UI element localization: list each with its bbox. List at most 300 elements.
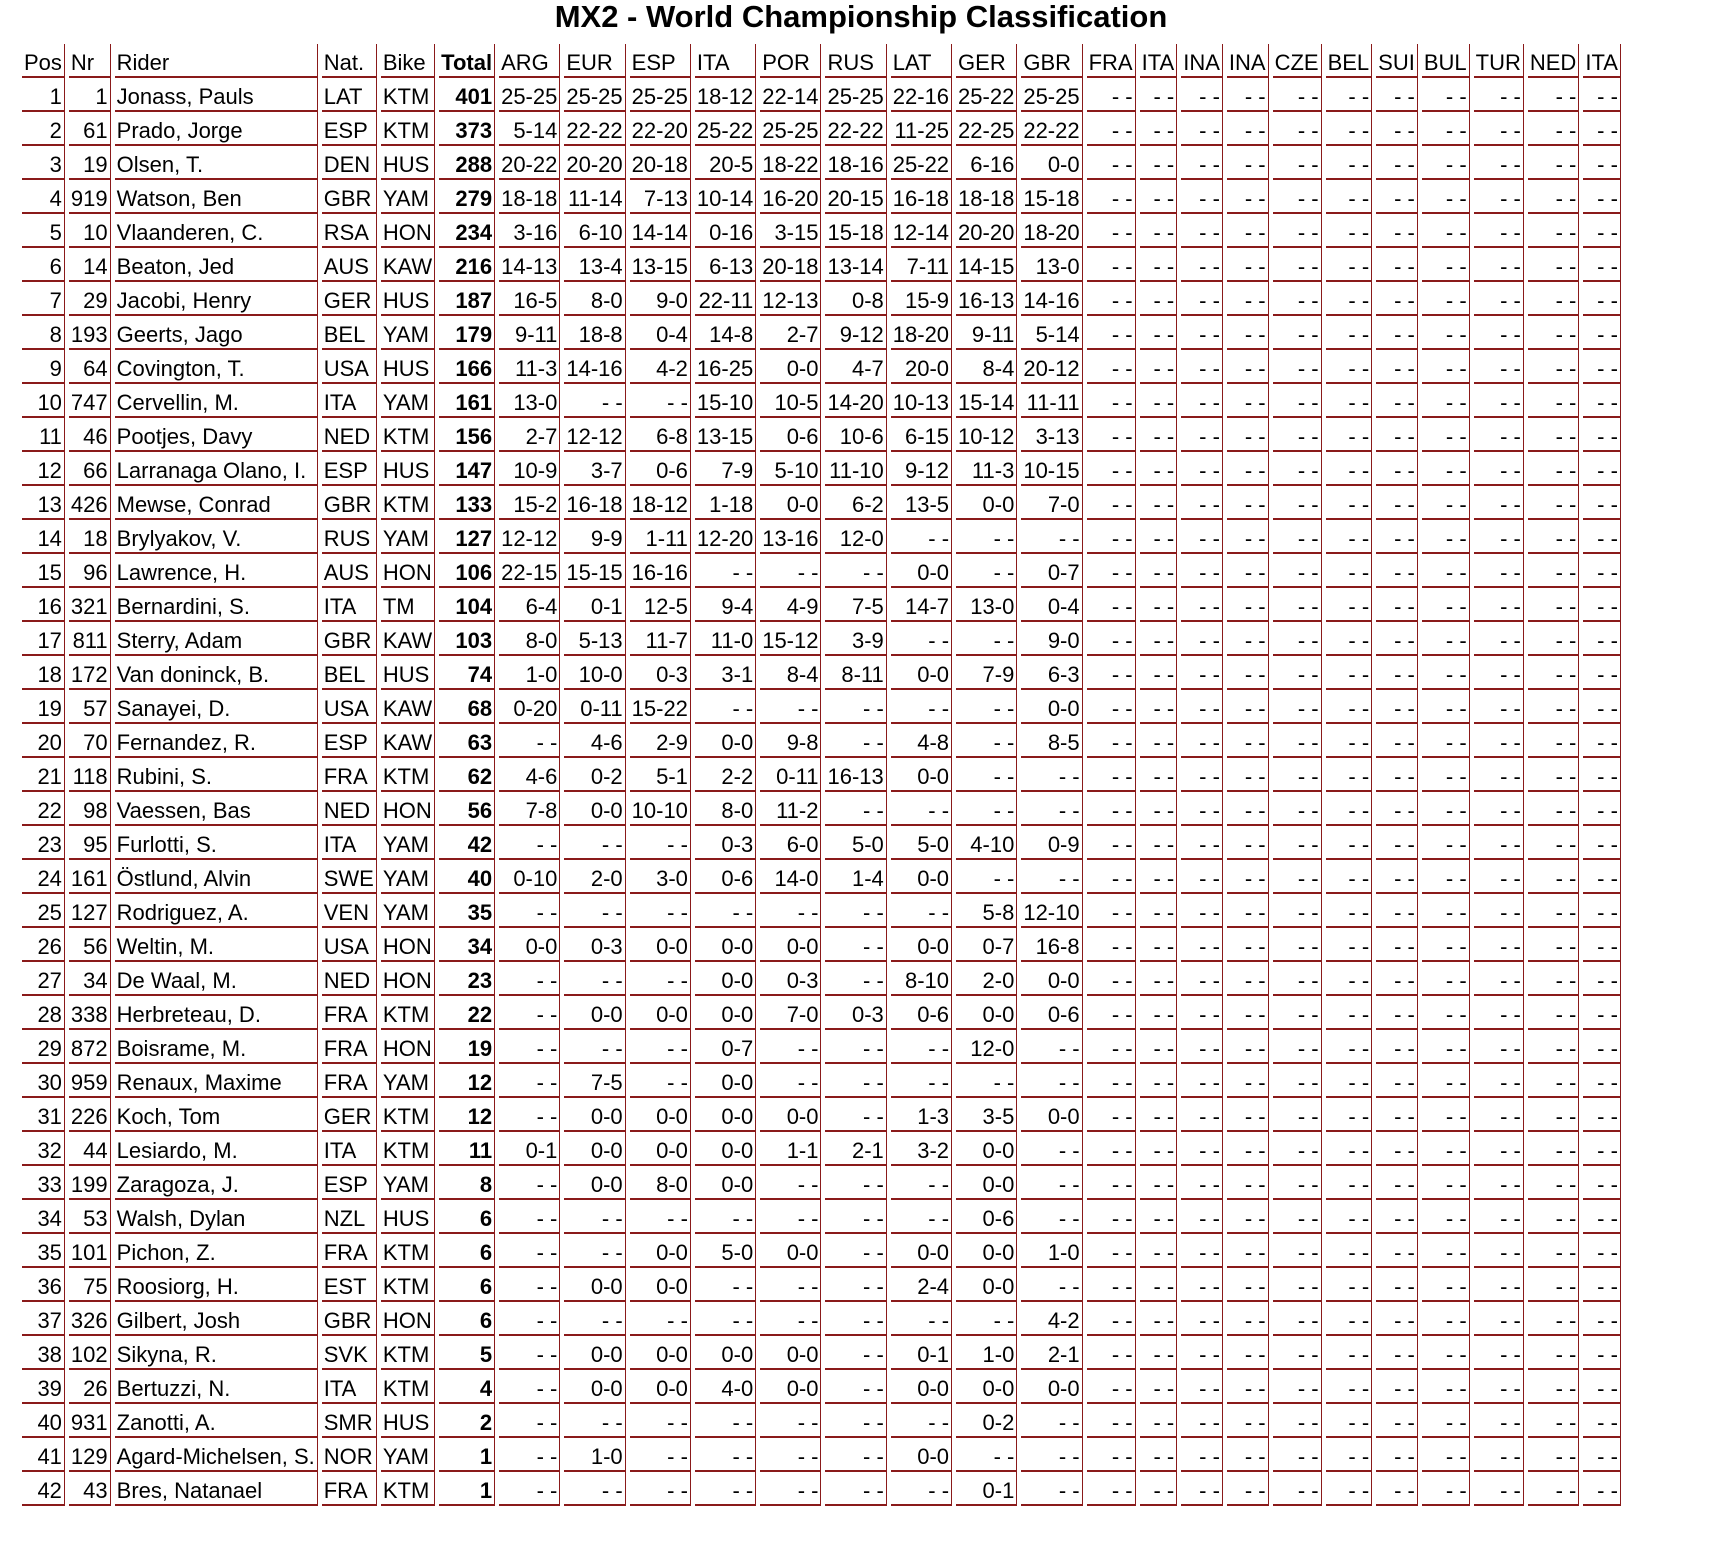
result-cell: - - (1583, 146, 1621, 180)
result-cell: 2-2 (695, 758, 756, 792)
result-cell: 0-10 (499, 860, 560, 894)
result-cell: 10-5 (760, 384, 821, 418)
result-cell: - - (956, 1064, 1017, 1098)
result-cell: 0-0 (891, 554, 952, 588)
nat-cell: GBR (322, 1302, 377, 1336)
result-cell: - - (1087, 826, 1136, 860)
result-cell: - - (1273, 1030, 1322, 1064)
result-cell: - - (1140, 724, 1178, 758)
result-cell: 0-0 (695, 996, 756, 1030)
nat-cell: VEN (322, 894, 377, 928)
result-cell: - - (1087, 316, 1136, 350)
rider-cell: Zaragoza, J. (115, 1166, 318, 1200)
result-cell: - - (1422, 316, 1470, 350)
result-cell: - - (564, 826, 625, 860)
result-cell: - - (1422, 1472, 1470, 1506)
total-cell: 19 (439, 1030, 495, 1064)
result-cell: - - (1474, 792, 1524, 826)
result-cell: 0-0 (695, 724, 756, 758)
result-cell: - - (1273, 78, 1322, 112)
result-cell: 0-0 (760, 350, 821, 384)
total-cell: 22 (439, 996, 495, 1030)
column-header-ned: NED (1528, 44, 1579, 78)
rider-cell: Cervellin, M. (115, 384, 318, 418)
result-cell: 3-9 (825, 622, 886, 656)
result-cell: - - (1227, 758, 1269, 792)
result-cell: - - (1422, 962, 1470, 996)
result-cell: - - (1376, 928, 1418, 962)
result-cell: - - (1227, 1370, 1269, 1404)
bike-cell: KTM (381, 486, 435, 520)
result-cell: 0-0 (1021, 146, 1082, 180)
total-cell: 166 (439, 350, 495, 384)
result-cell: - - (1376, 520, 1418, 554)
rider-cell: Sterry, Adam (115, 622, 318, 656)
rider-cell: Rubini, S. (115, 758, 318, 792)
result-cell: - - (1181, 690, 1223, 724)
total-cell: 288 (439, 146, 495, 180)
result-cell: - - (1140, 588, 1178, 622)
bike-cell: YAM (381, 1438, 435, 1472)
bike-cell: HUS (381, 452, 435, 486)
result-cell: - - (1422, 1438, 1470, 1472)
table-row (22, 146, 1621, 180)
nat-cell: FRA (322, 1064, 377, 1098)
result-cell: - - (1273, 1098, 1322, 1132)
result-cell: - - (1273, 418, 1322, 452)
result-cell: - - (1181, 894, 1223, 928)
nat-cell: ESP (322, 112, 377, 146)
nat-cell: NED (322, 962, 377, 996)
result-cell: - - (1376, 1370, 1418, 1404)
result-cell: - - (891, 1030, 952, 1064)
total-cell: 103 (439, 622, 495, 656)
result-cell: - - (499, 1166, 560, 1200)
result-cell: - - (1140, 384, 1178, 418)
total-cell: 106 (439, 554, 495, 588)
result-cell: 0-0 (956, 1234, 1017, 1268)
result-cell: 6-4 (499, 588, 560, 622)
result-cell: - - (1087, 690, 1136, 724)
result-cell: 14-14 (630, 214, 691, 248)
result-cell: 0-0 (695, 1336, 756, 1370)
result-cell: 1-1 (760, 1132, 821, 1166)
result-cell: - - (1140, 690, 1178, 724)
result-cell: - - (1583, 928, 1621, 962)
result-cell: - - (1140, 486, 1178, 520)
nr-cell: 811 (69, 622, 111, 656)
nat-cell: NED (322, 418, 377, 452)
result-cell: 8-4 (760, 656, 821, 690)
nat-cell: EST (322, 1268, 377, 1302)
result-cell: 0-9 (1021, 826, 1082, 860)
result-cell: - - (1422, 248, 1470, 282)
result-cell: - - (1528, 792, 1579, 826)
result-cell: - - (1087, 282, 1136, 316)
result-cell: - - (1583, 214, 1621, 248)
result-cell: 12-5 (630, 588, 691, 622)
rider-cell: Fernandez, R. (115, 724, 318, 758)
result-cell: 0-7 (1021, 554, 1082, 588)
result-cell: - - (1583, 1472, 1621, 1506)
result-cell: 6-13 (695, 248, 756, 282)
result-cell: - - (1273, 520, 1322, 554)
bike-cell: HON (381, 962, 435, 996)
result-cell: - - (1181, 1438, 1223, 1472)
result-cell: - - (1140, 758, 1178, 792)
result-cell: - - (1474, 1302, 1524, 1336)
result-cell: - - (1422, 180, 1470, 214)
total-cell: 133 (439, 486, 495, 520)
result-cell: - - (1021, 1268, 1082, 1302)
result-cell: - - (1583, 1438, 1621, 1472)
result-cell: - - (1227, 928, 1269, 962)
rider-cell: Weltin, M. (115, 928, 318, 962)
result-cell: 0-7 (956, 928, 1017, 962)
result-cell: 3-16 (499, 214, 560, 248)
result-cell: 5-0 (695, 1234, 756, 1268)
result-cell: 1-0 (956, 1336, 1017, 1370)
result-cell: - - (956, 622, 1017, 656)
result-cell: - - (760, 894, 821, 928)
result-cell: - - (1140, 1370, 1178, 1404)
result-cell: 0-0 (891, 928, 952, 962)
table-row (22, 656, 1621, 690)
result-cell: - - (630, 1200, 691, 1234)
result-cell: 0-0 (1021, 690, 1082, 724)
result-cell: - - (1087, 1098, 1136, 1132)
result-cell: 16-20 (760, 180, 821, 214)
result-cell: 13-4 (564, 248, 625, 282)
result-cell: 22-22 (564, 112, 625, 146)
result-cell: - - (630, 1302, 691, 1336)
header-row (22, 44, 1621, 78)
result-cell: - - (1140, 78, 1178, 112)
result-cell: - - (499, 996, 560, 1030)
result-cell: - - (1087, 622, 1136, 656)
pos-cell: 31 (22, 1098, 65, 1132)
result-cell: - - (1326, 622, 1373, 656)
result-cell: - - (891, 1302, 952, 1336)
result-cell: - - (1326, 1268, 1373, 1302)
result-cell: 25-25 (825, 78, 886, 112)
result-cell: - - (499, 1302, 560, 1336)
result-cell: - - (1474, 316, 1524, 350)
nat-cell: FRA (322, 1234, 377, 1268)
result-cell: - - (1227, 486, 1269, 520)
table-row (22, 316, 1621, 350)
table-row (22, 1030, 1621, 1064)
result-cell: - - (1181, 1370, 1223, 1404)
result-cell: 6-0 (760, 826, 821, 860)
result-cell: 10-0 (564, 656, 625, 690)
result-cell: 0-0 (564, 1098, 625, 1132)
result-cell: - - (1528, 316, 1579, 350)
pos-cell: 37 (22, 1302, 65, 1336)
result-cell: 15-18 (1021, 180, 1082, 214)
pos-cell: 39 (22, 1370, 65, 1404)
result-cell: - - (1087, 350, 1136, 384)
result-cell: 18-22 (760, 146, 821, 180)
result-cell: - - (1087, 1030, 1136, 1064)
result-cell: - - (1583, 486, 1621, 520)
result-cell: - - (1583, 282, 1621, 316)
result-cell: 1-11 (630, 520, 691, 554)
result-cell: - - (825, 1404, 886, 1438)
pos-cell: 36 (22, 1268, 65, 1302)
result-cell: 3-7 (564, 452, 625, 486)
result-cell: 25-22 (956, 78, 1017, 112)
table-row (22, 588, 1621, 622)
result-cell: - - (1326, 1200, 1373, 1234)
result-cell: 18-12 (695, 78, 756, 112)
result-cell: - - (1273, 1234, 1322, 1268)
result-cell: 12-0 (956, 1030, 1017, 1064)
result-cell: 1-4 (825, 860, 886, 894)
table-row (22, 384, 1621, 418)
result-cell: - - (1583, 1200, 1621, 1234)
nr-cell: 66 (69, 452, 111, 486)
result-cell: - - (1181, 316, 1223, 350)
result-cell: 9-12 (891, 452, 952, 486)
result-cell: 0-0 (956, 1132, 1017, 1166)
result-cell: - - (695, 1472, 756, 1506)
result-cell: - - (1021, 1030, 1082, 1064)
result-cell: 4-6 (564, 724, 625, 758)
bike-cell: KTM (381, 1132, 435, 1166)
nr-cell: 326 (69, 1302, 111, 1336)
result-cell: - - (1583, 248, 1621, 282)
result-cell: - - (1528, 860, 1579, 894)
nat-cell: NZL (322, 1200, 377, 1234)
result-cell: 25-25 (499, 78, 560, 112)
result-cell: - - (1474, 962, 1524, 996)
result-cell: - - (564, 1030, 625, 1064)
result-cell: - - (1326, 486, 1373, 520)
result-cell: - - (1326, 1438, 1373, 1472)
page-title: MX2 - World Championship Classification (554, 0, 1168, 34)
result-cell: 0-6 (630, 452, 691, 486)
total-cell: 11 (439, 1132, 495, 1166)
result-cell: 15-2 (499, 486, 560, 520)
pos-cell: 40 (22, 1404, 65, 1438)
pos-cell: 1 (22, 78, 65, 112)
column-header-sui: SUI (1376, 44, 1418, 78)
result-cell: - - (1474, 996, 1524, 1030)
result-cell: 8-0 (630, 1166, 691, 1200)
result-cell: 25-25 (630, 78, 691, 112)
result-cell: - - (1326, 112, 1373, 146)
result-cell: - - (1583, 452, 1621, 486)
nat-cell: BEL (322, 656, 377, 690)
result-cell: - - (1376, 690, 1418, 724)
result-cell: - - (1422, 928, 1470, 962)
result-cell: - - (1422, 1302, 1470, 1336)
result-cell: - - (1087, 418, 1136, 452)
result-cell: - - (1376, 1438, 1418, 1472)
result-cell: - - (1181, 520, 1223, 554)
column-header-eur: EUR (564, 44, 625, 78)
result-cell: - - (1181, 656, 1223, 690)
result-cell: - - (1583, 792, 1621, 826)
result-cell: - - (1422, 452, 1470, 486)
result-cell: - - (1422, 554, 1470, 588)
result-cell: 3-5 (956, 1098, 1017, 1132)
rider-cell: Lesiardo, M. (115, 1132, 318, 1166)
bike-cell: KTM (381, 112, 435, 146)
result-cell: 7-9 (956, 656, 1017, 690)
nat-cell: LAT (322, 78, 377, 112)
result-cell: - - (1528, 1268, 1579, 1302)
result-cell: - - (630, 1064, 691, 1098)
result-cell: - - (1528, 758, 1579, 792)
result-cell: - - (825, 1268, 886, 1302)
rider-cell: Watson, Ben (115, 180, 318, 214)
result-cell: - - (760, 1268, 821, 1302)
nr-cell: 70 (69, 724, 111, 758)
nat-cell: AUS (322, 554, 377, 588)
result-cell: - - (1087, 1370, 1136, 1404)
result-cell: 12-13 (760, 282, 821, 316)
result-cell: 0-0 (630, 1132, 691, 1166)
table-row (22, 418, 1621, 452)
result-cell: - - (1376, 826, 1418, 860)
result-cell: - - (1021, 1064, 1082, 1098)
result-cell: - - (1326, 724, 1373, 758)
result-cell: 6-3 (1021, 656, 1082, 690)
table-row (22, 520, 1621, 554)
bike-cell: HON (381, 1302, 435, 1336)
result-cell: - - (1583, 1336, 1621, 1370)
result-cell: - - (1326, 1098, 1373, 1132)
result-cell: - - (1273, 486, 1322, 520)
result-cell: - - (825, 928, 886, 962)
result-cell: - - (1181, 350, 1223, 384)
result-cell: 2-0 (564, 860, 625, 894)
result-cell: - - (1528, 1098, 1579, 1132)
column-header-rus: RUS (825, 44, 886, 78)
result-cell: - - (1087, 180, 1136, 214)
result-cell: - - (1474, 860, 1524, 894)
result-cell: - - (695, 894, 756, 928)
table-row (22, 282, 1621, 316)
result-cell: - - (1140, 112, 1178, 146)
result-cell: - - (499, 1336, 560, 1370)
rider-cell: Walsh, Dylan (115, 1200, 318, 1234)
table-row (22, 1336, 1621, 1370)
result-cell: - - (1376, 656, 1418, 690)
bike-cell: YAM (381, 1064, 435, 1098)
result-cell: - - (956, 758, 1017, 792)
result-cell: - - (1376, 860, 1418, 894)
rider-cell: Jacobi, Henry (115, 282, 318, 316)
result-cell: - - (1326, 1132, 1373, 1166)
result-cell: - - (1273, 622, 1322, 656)
result-cell: - - (1583, 1302, 1621, 1336)
total-cell: 35 (439, 894, 495, 928)
result-cell: - - (891, 622, 952, 656)
result-cell: 0-3 (825, 996, 886, 1030)
rider-cell: Van doninck, B. (115, 656, 318, 690)
result-cell: 0-0 (564, 1336, 625, 1370)
result-cell: - - (1087, 78, 1136, 112)
rider-cell: Östlund, Alvin (115, 860, 318, 894)
result-cell: - - (1422, 1234, 1470, 1268)
result-cell: - - (1583, 350, 1621, 384)
result-cell: - - (1583, 1030, 1621, 1064)
result-cell: - - (1087, 758, 1136, 792)
result-cell: - - (825, 962, 886, 996)
bike-cell: KTM (381, 418, 435, 452)
result-cell: 18-8 (564, 316, 625, 350)
result-cell: 0-0 (760, 486, 821, 520)
result-cell: 3-2 (891, 1132, 952, 1166)
result-cell: - - (956, 1438, 1017, 1472)
result-cell: - - (1087, 962, 1136, 996)
rider-cell: Rodriguez, A. (115, 894, 318, 928)
result-cell: - - (1140, 418, 1178, 452)
result-cell: 0-0 (564, 1166, 625, 1200)
pos-cell: 38 (22, 1336, 65, 1370)
total-cell: 6 (439, 1234, 495, 1268)
result-cell: - - (1528, 1132, 1579, 1166)
table-row (22, 1098, 1621, 1132)
result-cell: - - (1273, 928, 1322, 962)
result-cell: - - (1227, 1268, 1269, 1302)
result-cell: - - (1087, 1268, 1136, 1302)
result-cell: 0-6 (891, 996, 952, 1030)
nr-cell: 747 (69, 384, 111, 418)
bike-cell: HON (381, 792, 435, 826)
result-cell: - - (1474, 554, 1524, 588)
result-cell: - - (825, 792, 886, 826)
result-cell: - - (1422, 724, 1470, 758)
result-cell: - - (760, 1166, 821, 1200)
result-cell: - - (1273, 1404, 1322, 1438)
rider-cell: Roosiorg, H. (115, 1268, 318, 1302)
result-cell: - - (1273, 1472, 1322, 1506)
result-cell: - - (825, 1438, 886, 1472)
result-cell: 22-22 (1021, 112, 1082, 146)
result-cell: - - (1422, 1370, 1470, 1404)
result-cell: - - (1376, 384, 1418, 418)
result-cell: - - (695, 1438, 756, 1472)
result-cell: - - (1376, 1234, 1418, 1268)
result-cell: - - (1376, 588, 1418, 622)
result-cell: - - (1326, 452, 1373, 486)
table-row (22, 1132, 1621, 1166)
result-cell: - - (1227, 452, 1269, 486)
nr-cell: 919 (69, 180, 111, 214)
result-cell: - - (1422, 826, 1470, 860)
result-cell: - - (891, 792, 952, 826)
result-cell: - - (1326, 860, 1373, 894)
result-cell: - - (1422, 520, 1470, 554)
result-cell: 0-2 (956, 1404, 1017, 1438)
result-cell: - - (1422, 656, 1470, 690)
result-cell: - - (760, 1064, 821, 1098)
rider-cell: Sanayei, D. (115, 690, 318, 724)
result-cell: - - (1376, 452, 1418, 486)
result-cell: - - (499, 1098, 560, 1132)
result-cell: - - (1140, 350, 1178, 384)
result-cell: - - (1528, 894, 1579, 928)
table-row (22, 928, 1621, 962)
column-header-fra: FRA (1087, 44, 1136, 78)
result-cell: 15-22 (630, 690, 691, 724)
pos-cell: 26 (22, 928, 65, 962)
result-cell: - - (1474, 622, 1524, 656)
